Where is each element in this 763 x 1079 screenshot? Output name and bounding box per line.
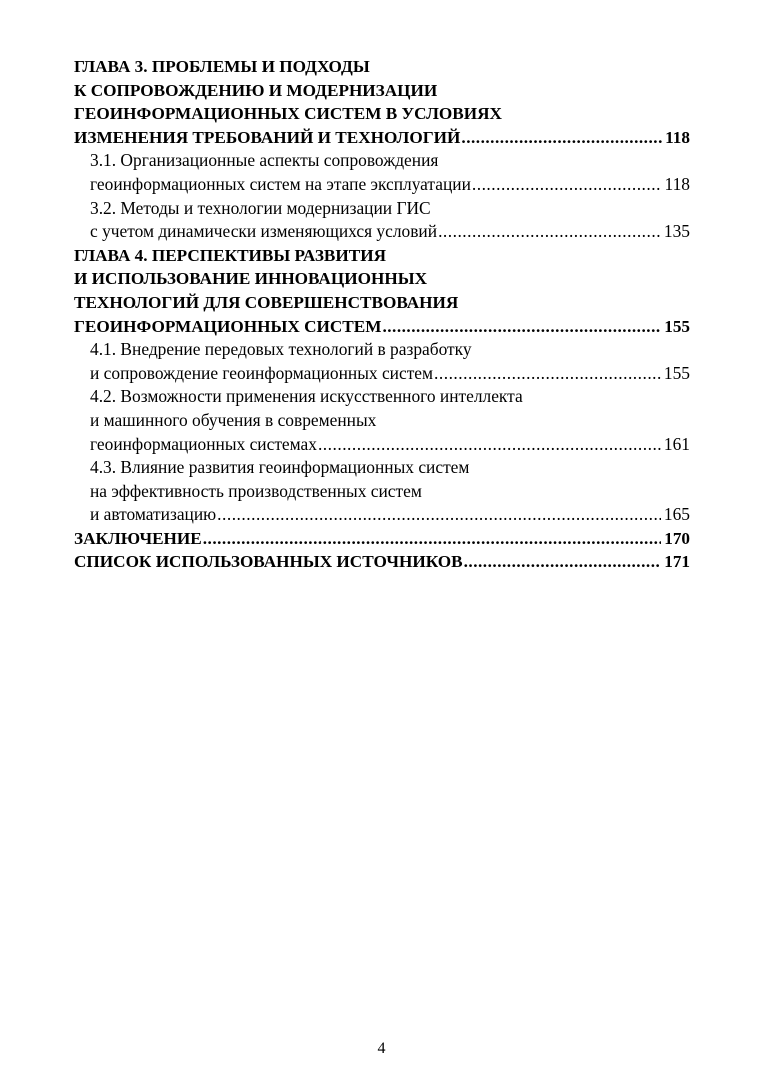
chapter-4-title-line-4: ГЕОИНФОРМАЦИОННЫХ СИСТЕМ — [74, 316, 382, 336]
section-3-2-title-line-2: с учетом динамически изменяющихся условий — [90, 221, 438, 242]
page-number: 4 — [377, 1040, 386, 1057]
section-3-2-page: 135 — [663, 221, 690, 242]
toc-line — [74, 291, 690, 315]
toc-line — [74, 362, 690, 386]
section-4-2-title-line-2: и машинного обучения в современных — [90, 409, 377, 430]
toc-line — [74, 126, 690, 150]
toc-chapter-4[interactable] — [74, 244, 690, 338]
section-4-3-title-line-1: 4.3. Влияние развития геоинформационных систем — [90, 457, 470, 478]
dot-leader — [438, 220, 661, 244]
toc-line — [74, 385, 690, 409]
toc-line — [74, 220, 690, 244]
toc-line — [74, 527, 690, 551]
dot-leader — [464, 550, 662, 574]
toc-line — [74, 149, 690, 173]
toc-line — [74, 503, 690, 527]
table-of-contents — [74, 55, 690, 574]
dot-leader — [382, 315, 661, 339]
toc-line — [74, 433, 690, 457]
toc-line — [74, 315, 690, 339]
toc-references[interactable] — [74, 550, 690, 574]
toc-line — [74, 102, 690, 126]
toc-line — [74, 338, 690, 362]
toc-line — [74, 55, 690, 79]
toc-line — [74, 409, 690, 433]
chapter-3-page: 118 — [665, 127, 690, 147]
toc-section-3-2[interactable] — [74, 197, 690, 244]
references-page: 171 — [664, 552, 690, 572]
toc-line — [74, 550, 690, 574]
chapter-3-title-line-2: К СОПРОВОЖДЕНИЮ И МОДЕРНИЗАЦИИ — [74, 80, 438, 100]
toc-line — [74, 197, 690, 221]
section-4-1-title-line-1: 4.1. Внедрение передовых технологий в разработку — [90, 339, 472, 360]
section-4-2-title-line-3: геоинформационных системах — [90, 433, 317, 454]
toc-section-4-1[interactable] — [74, 338, 690, 385]
dot-leader — [203, 527, 661, 551]
chapter-4-page: 155 — [664, 316, 690, 336]
section-4-3-title-line-2: на эффективность производственных систем — [90, 480, 422, 501]
dot-leader — [217, 503, 661, 527]
section-4-3-page: 165 — [663, 504, 690, 525]
section-3-1-page: 118 — [664, 173, 690, 194]
section-3-2-title-line-1: 3.2. Методы и технологии модернизации ГИС — [90, 197, 431, 218]
toc-conclusion[interactable] — [74, 527, 690, 551]
chapter-4-title-line-3: ТЕХНОЛОГИЙ ДЛЯ СОВЕРШЕНСТВОВАНИЯ — [74, 292, 459, 312]
chapter-3-title-line-1: ГЛАВА 3. ПРОБЛЕМЫ И ПОДХОДЫ — [74, 57, 370, 76]
section-4-2-title-line-1: 4.2. Возможности применения искусственного интеллекта — [90, 386, 523, 407]
references-title: СПИСОК ИСПОЛЬЗОВАННЫХ ИСТОЧНИКОВ — [74, 552, 463, 572]
section-3-1-title-line-2: геоинформационных систем на этапе эксплуатации — [90, 173, 471, 194]
toc-line — [74, 267, 690, 291]
dot-leader — [472, 173, 662, 197]
chapter-4-title-line-1: ГЛАВА 4. ПЕРСПЕКТИВЫ РАЗВИТИЯ — [74, 245, 386, 265]
section-3-1-title-line-1: 3.1. Организационные аспекты сопровождения — [90, 150, 439, 171]
chapter-4-title-line-2: И ИСПОЛЬЗОВАНИЕ ИННОВАЦИОННЫХ — [74, 269, 427, 289]
toc-line — [74, 480, 690, 504]
toc-line — [74, 244, 690, 268]
toc-line — [74, 456, 690, 480]
dot-leader — [461, 126, 662, 150]
toc-chapter-3[interactable] — [74, 55, 690, 149]
chapter-3-title-line-4: ИЗМЕНЕНИЯ ТРЕБОВАНИЙ И ТЕХНОЛОГИЙ — [74, 127, 461, 147]
dot-leader — [434, 362, 661, 386]
section-4-3-title-line-3: и автоматизацию — [90, 504, 217, 525]
conclusion-title: ЗАКЛЮЧЕНИЕ — [74, 528, 202, 548]
dot-leader — [318, 433, 661, 457]
section-4-2-page: 161 — [663, 433, 690, 454]
section-4-1-page: 155 — [663, 362, 690, 383]
toc-section-3-1[interactable] — [74, 149, 690, 196]
section-4-1-title-line-2: и сопровождение геоинформационных систем — [90, 362, 434, 383]
toc-line — [74, 173, 690, 197]
conclusion-page: 170 — [664, 528, 690, 548]
toc-section-4-2[interactable] — [74, 385, 690, 456]
toc-section-4-3[interactable] — [74, 456, 690, 527]
toc-line — [74, 79, 690, 103]
chapter-3-title-line-3: ГЕОИНФОРМАЦИОННЫХ СИСТЕМ В УСЛОВИЯХ — [74, 104, 502, 124]
